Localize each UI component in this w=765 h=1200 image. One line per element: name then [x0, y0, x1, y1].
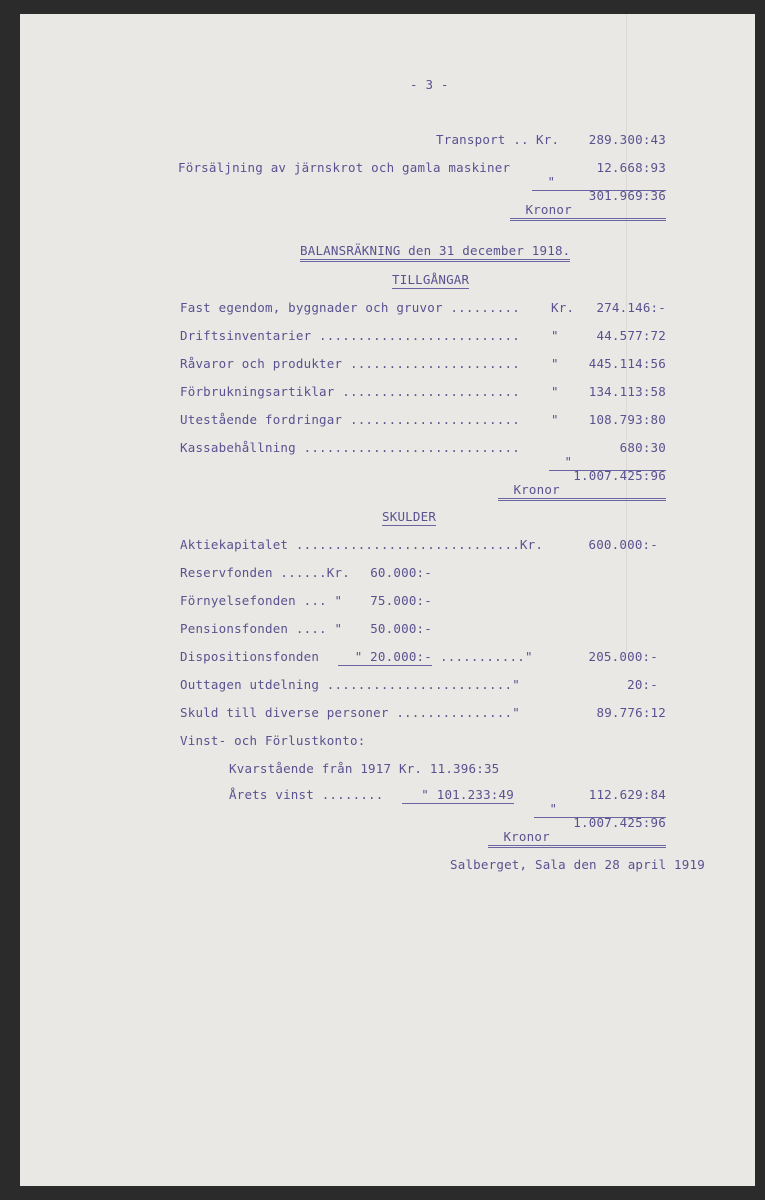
- page-number: - 3 -: [410, 77, 449, 92]
- asset-label: Förbrukningsartiklar .......................: [180, 384, 520, 399]
- transport-value: 289.300:43: [588, 132, 666, 147]
- liabilities-total-label: Kronor: [503, 829, 550, 844]
- asset-prefix: ": [564, 454, 573, 469]
- profit-heading: Vinst- och Förlustkonto:: [180, 733, 366, 748]
- asset-prefix: Kr.: [551, 300, 575, 315]
- fund-value: 50.000:-: [370, 621, 432, 636]
- liabilities-heading: SKULDER: [382, 509, 437, 524]
- fund-label: Förnyelsefonden ... ": [180, 593, 343, 608]
- fund-value: 75.000:-: [370, 593, 432, 608]
- asset-label: Driftsinventarier ..........................: [180, 328, 520, 343]
- scrap-sale-label: Försäljning av järnskrot och gamla maskiner: [178, 160, 511, 175]
- profit-total-ditto: ": [549, 801, 558, 816]
- debts-label: Skuld till diverse personer ...............": [180, 705, 520, 720]
- assets-total-label: Kronor: [513, 482, 560, 497]
- asset-prefix: ": [551, 356, 559, 371]
- share-capital-label: Aktiekapitalet .............................Kr.: [180, 537, 544, 552]
- balance-title: BALANSRÄKNING den 31 december 1918.: [300, 244, 570, 262]
- asset-prefix: ": [551, 412, 559, 427]
- transport-kr: Kr.: [536, 132, 560, 147]
- liabilities-total-value: 1.007.425:96: [573, 815, 666, 830]
- scrap-sale-ditto: ": [547, 174, 556, 189]
- asset-label: Kassabehållning ............................: [180, 440, 520, 455]
- assets-total-value: 1.007.425:96: [573, 468, 666, 483]
- assets-heading: TILLGÅNGAR: [392, 272, 470, 287]
- asset-label: Utestående fordringar ......................: [180, 412, 520, 427]
- place-date-line: Salberget, Sala den 28 april 1919: [450, 857, 705, 872]
- dividend-label: Outtagen utdelning ........................": [180, 677, 520, 692]
- asset-label: Råvaror och produkter ......................: [180, 356, 520, 371]
- transport-label: Transport ..: [436, 132, 529, 147]
- asset-value: 44.577:72: [596, 328, 666, 343]
- dividend-value: 20:-: [627, 677, 658, 692]
- asset-label: Fast egendom, byggnader och gruvor .........: [180, 300, 520, 315]
- carried-forward: Kvarstående från 1917 Kr. 11.396:35: [229, 761, 500, 776]
- fund-label: Reservfonden ......Kr.: [180, 565, 350, 580]
- scrap-sale-value: 12.668:93: [596, 160, 666, 175]
- top-total-value: 301.969:36: [588, 188, 666, 203]
- profit-total: 112.629:84: [588, 787, 666, 802]
- funds-total: 205.000:-: [588, 649, 658, 664]
- fund-label: Dispositionsfonden: [180, 649, 320, 664]
- share-capital-value: 600.000:-: [588, 537, 658, 552]
- top-total-label: Kronor: [525, 202, 572, 217]
- fund-label: Pensionsfonden .... ": [180, 621, 343, 636]
- debts-value: 89.776:12: [596, 705, 666, 720]
- asset-prefix: ": [551, 384, 559, 399]
- asset-value: 680:30: [619, 440, 666, 455]
- funds-dots: ...........": [440, 649, 533, 664]
- asset-prefix: ": [551, 328, 559, 343]
- asset-value: 108.793:80: [588, 412, 666, 427]
- asset-value: 134.113:58: [588, 384, 666, 399]
- fund-value: 60.000:-: [370, 565, 432, 580]
- asset-value: 445.114:56: [588, 356, 666, 371]
- year-profit-value: " 101.233:49: [402, 788, 514, 804]
- asset-value: 274.146:-: [596, 300, 666, 315]
- year-profit-label: Årets vinst ........: [229, 787, 384, 802]
- fund-value: " 20.000:-: [338, 650, 432, 666]
